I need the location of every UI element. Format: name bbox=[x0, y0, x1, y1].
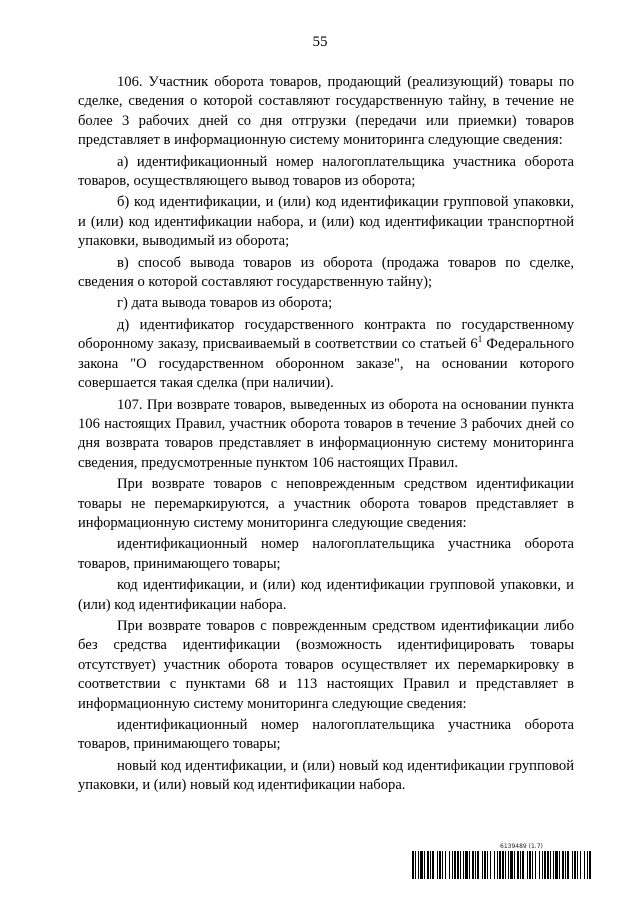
list-item-g: г) дата вывода товаров из оборота; bbox=[117, 295, 333, 312]
return-damaged-code: новый код идентификации, и (или) новый код идентификации групповой упаковки, и (или) новый код идентификации набора. bbox=[78, 757, 574, 794]
paragraph-return-intact: При возврате товаров с неповрежденным средством идентификации товары не перемаркируются, а участник оборота товаров представляет в информационную систему мониторинга следующие сведения: bbox=[78, 476, 574, 531]
list-item-d-text: д) идентификатор государственного контракта по государственному оборонному заказу, присваиваемый в соответствии со статьей 6 bbox=[78, 316, 574, 353]
document-body bbox=[78, 73, 574, 796]
list-item-b: б) код идентификации, и (или) код идентификации групповой упаковки, и (или) код идентификации набора, и (или) код идентификации транспортной упаковки, выводимый из оборота; bbox=[78, 194, 574, 250]
page-number: 55 bbox=[312, 34, 328, 50]
list-item-a: а) идентификационный номер налогоплательщика участника оборота товаров, осуществляющего вывод товаров из оборота; bbox=[78, 153, 574, 190]
return-intact-inn: идентификационный номер налогоплательщика участника оборота товаров, принимающего товары; bbox=[78, 536, 574, 572]
list-item-d bbox=[78, 316, 574, 394]
list-item-d-text-end: Федерального закона "О государственном оборонном заказе", на основании которого совершается такая сделка (при наличии). bbox=[78, 336, 574, 392]
barcode bbox=[412, 851, 592, 879]
article-superscript: 1 bbox=[477, 334, 483, 345]
list-item-v: в) способ вывода товаров из оборота (продажа товаров по сделке, сведения о которой составляют государственную тайну); bbox=[78, 254, 574, 291]
return-damaged-inn: идентификационный номер налогоплательщика участника оборота товаров, принимающего товары; bbox=[78, 717, 574, 753]
paragraph-106: 106. Участник оборота товаров, продающий (реализующий) товары по сделке, сведения о которой составляют государственную тайну, в течение не более 3 рабочих дней со дня отгрузки (передачи или приемки) товаров представляет в информационную систему мониторинга следующие сведения: bbox=[78, 74, 574, 149]
paragraph-return-damaged: При возврате товаров с поврежденным средством идентификации либо без средства идентификации (возможность идентифицировать товары отсутствует) участник оборота товаров осуществляет их перемаркировку в соответствии с пунктами 68 и 113 настоящих Правил и представляет в информационную систему мониторинга следующие сведения: bbox=[78, 617, 574, 712]
paragraph-107: 107. При возврате товаров, выведенных из оборота на основании пункта 106 настоящих Правил, участник оборота товаров в течение 3 рабочих дней со дня возврата товаров представляет в информационную систему мониторинга сведения, предусмотренные пунктом 106 настоящих Правил. bbox=[78, 396, 574, 471]
document-code: 6139489 (1.7) bbox=[500, 843, 543, 850]
return-intact-code: код идентификации, и (или) код идентификации групповой упаковки, и (или) код идентификации набора. bbox=[78, 577, 574, 613]
